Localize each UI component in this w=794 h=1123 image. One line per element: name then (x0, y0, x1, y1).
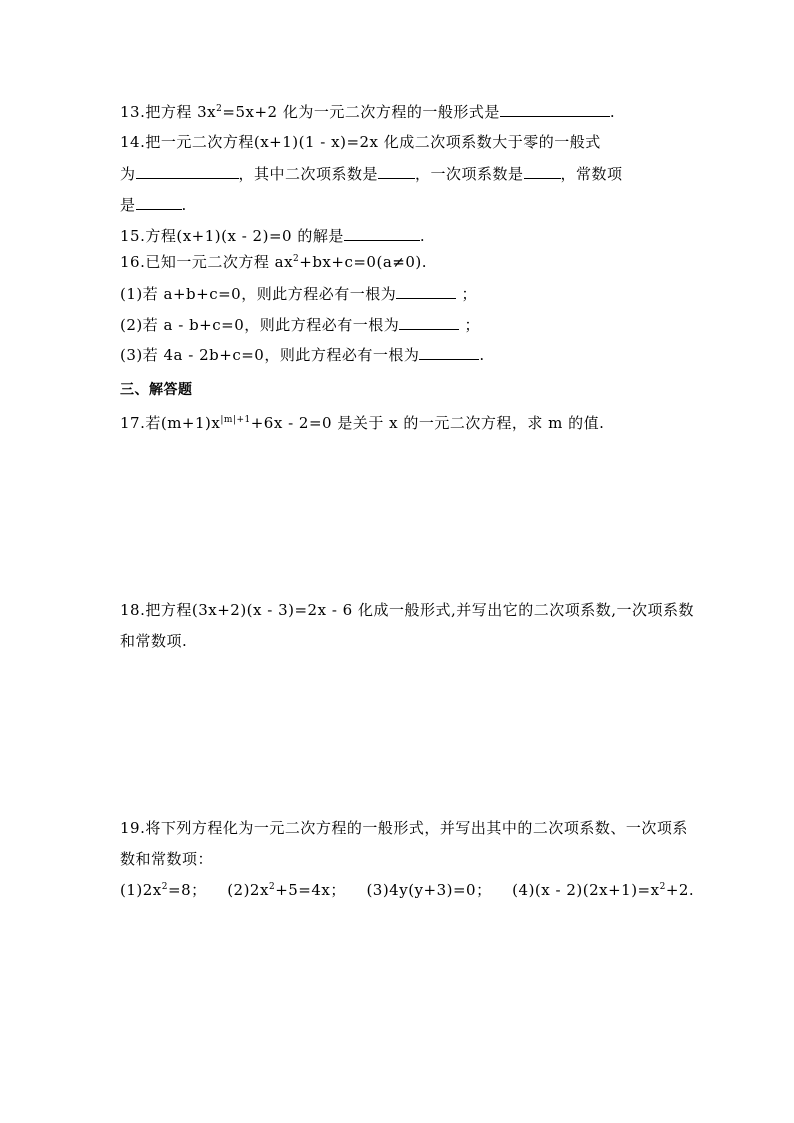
q15-answer-blank[interactable] (344, 226, 420, 241)
question-16-part-2 (120, 315, 480, 334)
question-16 (120, 253, 427, 271)
question-16-part-1 (120, 284, 477, 303)
q14-text-e: 是 (120, 196, 136, 214)
q13-answer-blank[interactable] (500, 102, 610, 117)
q14-quadratic-coef-blank[interactable] (378, 164, 415, 179)
question-17 (120, 414, 604, 432)
question-19-line-1: 19.将下列方程化为一元二次方程的一般形式，并写出其中的二次项系数、一次项系 (120, 819, 688, 837)
q19-part-4-b: +2. (665, 881, 695, 899)
q15-end: . (419, 227, 426, 245)
q16-part-2-text: (2)若 a - b+c=0，则此方程必有一根为 (120, 316, 400, 334)
question-15 (120, 226, 425, 245)
q14-text-d: ，常数项 (560, 165, 623, 183)
q13-exponent: 2 (216, 104, 223, 114)
q19-part-2-exponent: 2 (268, 882, 276, 892)
q19-part-1-b: =8； (168, 881, 207, 899)
question-19-line-2: 数和常数项： (120, 850, 214, 868)
q19-part-3: (3)4y(y+3)=0； (366, 881, 492, 899)
q14-end: . (181, 196, 187, 214)
q17-exponent: |m|+1 (220, 415, 251, 425)
question-14-line-2 (120, 164, 623, 183)
q16-exponent: 2 (293, 254, 300, 264)
q16-part-3-text: (3)若 4a - 2b+c=0，则此方程必有一根为 (120, 346, 420, 364)
question-14-line-1: 14.把一元二次方程(x+1)(1 - x)=2x 化成二次项系数大于零的一般式 (120, 133, 601, 151)
q14-text-b: ，其中二次项系数是 (238, 165, 379, 183)
q16-part-1-blank[interactable] (396, 284, 456, 299)
q16-part-2-blank[interactable] (399, 315, 459, 330)
q19-part-2-b: +5=4x； (275, 881, 346, 899)
q19-part-4-a: (4)(x - 2)(2x+1)=x (512, 881, 660, 899)
q16-part-3-end: . (479, 346, 485, 364)
q16-part-3-blank[interactable] (419, 345, 479, 360)
q19-part-1-a: (1)2x (120, 881, 162, 899)
q19-part-2-a: (2)2x (227, 881, 269, 899)
question-19-parts (120, 881, 694, 899)
question-16-part-3 (120, 345, 485, 364)
q13-text-2: =5x+2 化为一元二次方程的一般形式是 (222, 103, 500, 121)
q19-part-4 (512, 881, 694, 899)
q14-constant-blank[interactable] (136, 195, 182, 210)
question-18-line-2: 和常数项. (120, 632, 188, 650)
section-heading: 三、解答题 (120, 382, 193, 398)
q17-text-2: +6x - 2=0 是关于 x 的一元二次方程，求 m 的值. (250, 414, 605, 432)
q19-part-2 (227, 881, 346, 899)
q16-part-2-end: ； (459, 316, 481, 334)
q17-text: 17.若(m+1)x (120, 414, 221, 432)
q14-linear-coef-blank[interactable] (524, 164, 561, 179)
q15-text: 15.方程(x+1)(x - 2)=0 的解是 (120, 227, 344, 245)
question-13 (120, 102, 615, 121)
q14-text-c: ，一次项系数是 (415, 165, 524, 183)
q19-part-1 (120, 881, 207, 899)
q14-general-form-blank[interactable] (136, 164, 239, 179)
question-14-line-3 (120, 195, 187, 214)
q14-text-a: 为 (120, 165, 136, 183)
question-18-line-1: 18.把方程(3x+2)(x - 3)=2x - 6 化成一般形式,并写出它的二次项系数,一次项系数 (120, 601, 695, 619)
q16-part-1-end: ； (456, 285, 477, 303)
q19-part-1-exponent: 2 (161, 882, 168, 892)
q19-part-4-exponent: 2 (659, 882, 666, 892)
q16-text-2: +bx+c=0(a≠0). (299, 253, 428, 271)
q13-end: . (609, 103, 616, 121)
q16-part-1-text: (1)若 a+b+c=0，则此方程必有一根为 (120, 285, 397, 303)
q16-text: 16.已知一元二次方程 ax (120, 253, 294, 271)
q13-text: 13.把方程 3x (120, 103, 217, 121)
